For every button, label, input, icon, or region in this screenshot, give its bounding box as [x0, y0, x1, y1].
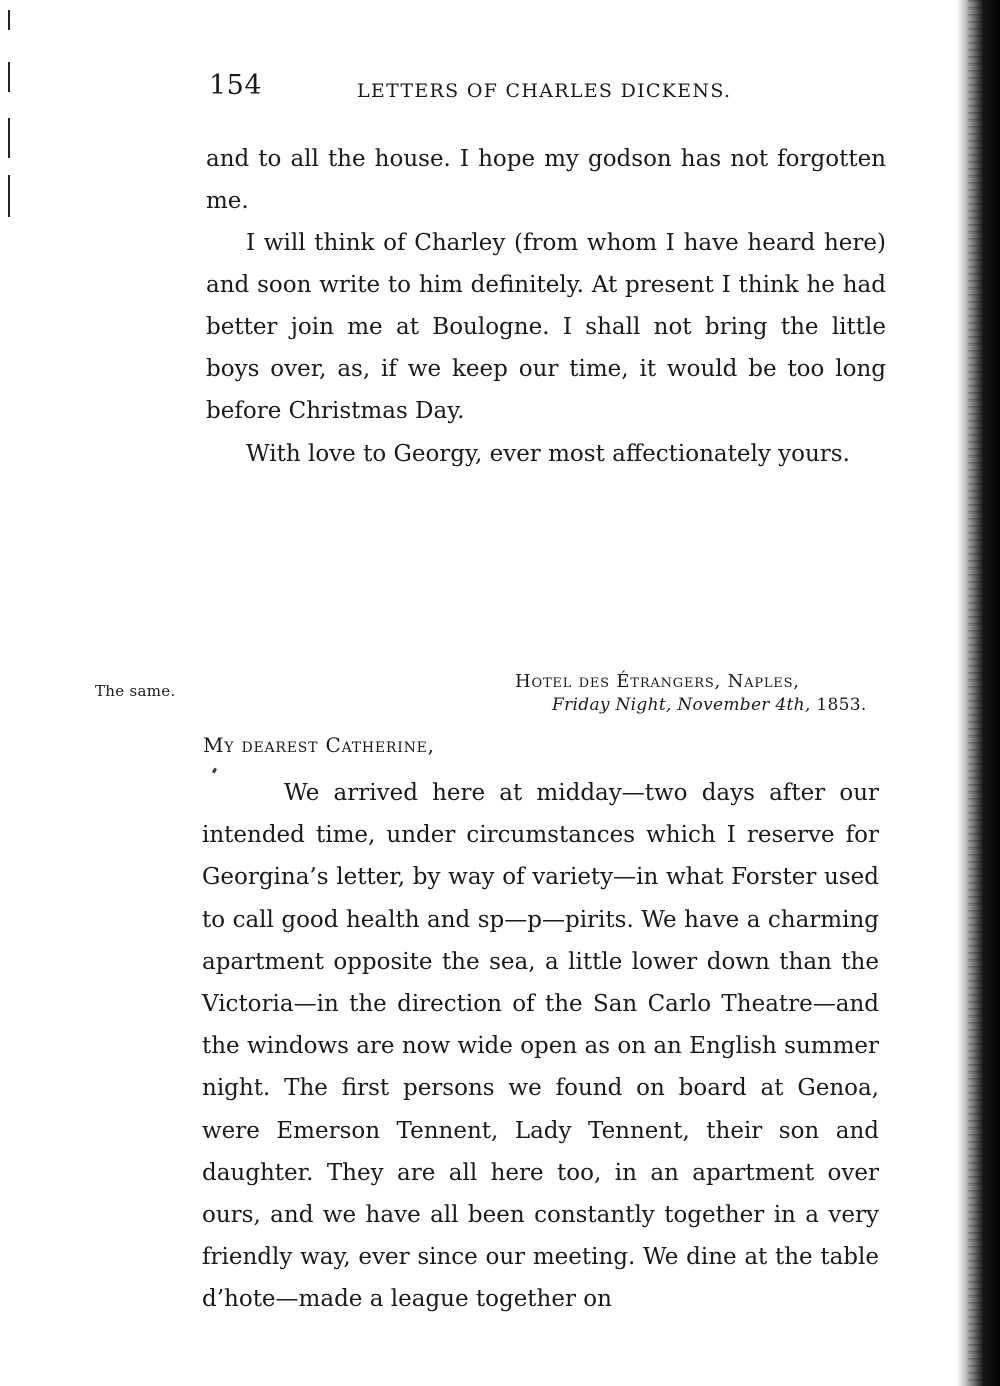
- margin-note: The same.: [95, 682, 176, 700]
- running-title: LETTERS OF CHARLES DICKENS.: [357, 80, 732, 102]
- letter-address: [515, 671, 800, 692]
- scan-margin-mark: [8, 118, 10, 158]
- paragraph-closing: [206, 433, 886, 475]
- scan-margin-mark: [8, 10, 10, 30]
- paragraph-continuation: [206, 138, 886, 222]
- scan-binding-texture: [968, 0, 986, 1386]
- paragraph-text: I will think of Charley (from whom I have heard here) and soon write to him definitely. At present I think he had better join me at Boulogne. I shall not bring the little boys over, as, if we keep our time, it would be too long before Christmas Day.: [206, 230, 886, 424]
- letter-salutation: My dearest Catherine,: [203, 733, 435, 757]
- scan-margin-mark: [8, 62, 10, 92]
- paragraph-text: With love to Georgy, ever most affectionately yours.: [246, 441, 850, 467]
- letter-body-text: We arrived here at midday—two days after our intended time, under circumstances which I reserve for Georgina’s letter, by way of variety—in what Forster used to call good health and sp—p—pirits. We have a charming apartment opposite the sea, a little lower down than the Victoria—in the direction of the San Carlo Theatre—and the windows are now wide open as on an English summer night. The first persons we found on board at Genoa, were Emerson Tennent, Lady Tennent, their son and daughter. They are all here too, in an apartment over ours, and we have all been constantly together in a very friendly way, ever since our meeting. We dine at the table d’hote—made a league together on: [202, 780, 879, 1313]
- dateline-year: 1853.: [816, 695, 867, 715]
- paragraph-charley: [206, 222, 886, 432]
- letter-dateline: [552, 695, 867, 715]
- address-text: Hotel des Étrangers, Naples,: [515, 671, 800, 692]
- scan-margin-mark: [8, 175, 10, 217]
- letter-body: [202, 772, 879, 1321]
- paragraph-text: and to all the house. I hope my godson has not forgotten me.: [206, 146, 886, 214]
- dateline-text: Friday Night, November 4th,: [552, 695, 811, 715]
- page-number: 154: [209, 70, 263, 101]
